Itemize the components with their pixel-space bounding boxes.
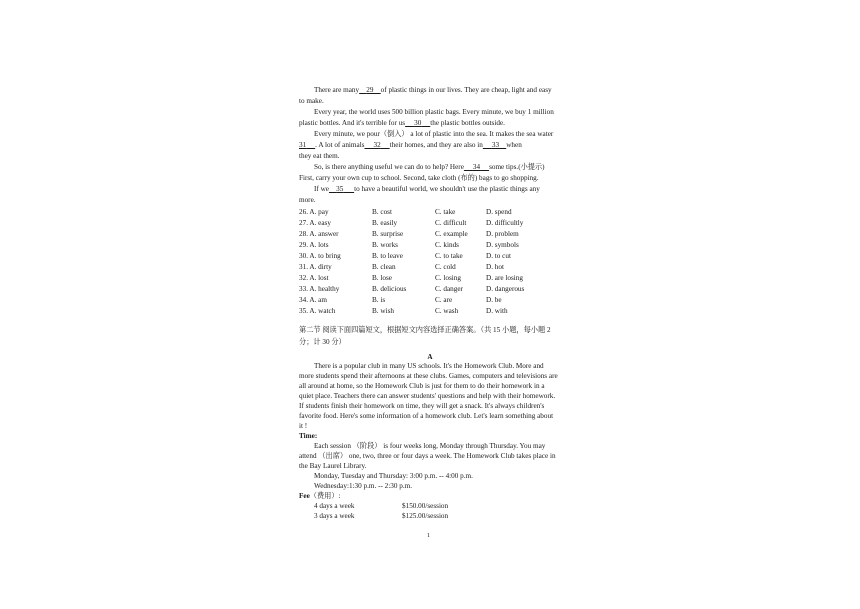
option-a: 32. A. lost: [299, 274, 329, 282]
option-b: B. delicious: [372, 285, 407, 293]
option-b: B. to leave: [372, 252, 403, 260]
option-c: C. take: [435, 208, 456, 216]
option-b: B. clean: [372, 263, 396, 271]
cloze-line: they eat them.: [299, 152, 340, 160]
option-a: 31. A. dirty: [299, 263, 332, 271]
time-label: Time:: [299, 432, 318, 440]
cloze-line: more.: [299, 196, 316, 204]
option-a: 26. A. pay: [299, 208, 329, 216]
passage-line: If students finish their homework on time, they will get a snack. It's always children's: [299, 402, 545, 410]
passage-line: quiet place. Teachers there can answer students' questions and help with their homework.: [299, 392, 556, 400]
option-b: B. easily: [372, 219, 398, 227]
cloze-line: If we 35 to have a beautiful world, we shouldn't use the plastic things any: [314, 185, 540, 193]
passage-line: all around at home, so the Homework Club is just for them to do their homework in a: [299, 382, 545, 390]
option-c: C. kinds: [435, 241, 459, 249]
option-c: C. difficult: [435, 219, 467, 227]
cloze-line: So, is there anything useful we can do to help? Here 34 some tips.(小提示): [314, 163, 545, 171]
option-d: D. spend: [486, 208, 512, 216]
cloze-line: Every year, the world uses 500 billion plastic bags. Every minute, we buy 1 million: [314, 108, 554, 116]
option-d: D. to cut: [486, 252, 511, 260]
option-c: C. cold: [435, 263, 456, 271]
option-d: D. symbols: [486, 241, 519, 249]
option-b: B. cost: [372, 208, 392, 216]
option-a: 34. A. am: [299, 296, 327, 304]
option-a: 30. A. to bring: [299, 252, 341, 260]
option-b: B. lose: [372, 274, 392, 282]
option-a: 27. A. easy: [299, 219, 331, 227]
option-c: C. are: [435, 296, 453, 304]
option-c: C. to take: [435, 252, 463, 260]
option-d: D. dangerous: [486, 285, 525, 293]
cloze-line: plastic bottles. And it's terrible for us 30 the plastic bottles outside.: [299, 119, 505, 127]
fee-price: $150.00/session: [402, 502, 449, 510]
fee-days: 4 days a week: [314, 502, 355, 510]
option-b: B. is: [372, 296, 386, 304]
passage-line: Each session （阶段） is four weeks long, Monday through Thursday. You may: [314, 442, 546, 450]
passage-line: the Bay Laurel Library.: [299, 462, 367, 470]
cloze-line: 31 . A lot of animals 32 their homes, and they are also in 33 when: [299, 141, 522, 149]
option-b: B. works: [372, 241, 398, 249]
option-a: 28. A. answer: [299, 230, 339, 238]
page-number: 1: [427, 533, 430, 539]
option-d: D. are losing: [486, 274, 523, 282]
passage-line: favorite food. Here's some information of a homework club. Let's learn something about: [299, 412, 554, 420]
option-b: B. wish: [372, 307, 394, 315]
passage-heading: A: [427, 353, 433, 361]
section-instruction: 分；计 30 分）: [299, 338, 346, 346]
section-instruction: 第二节 阅读下面四篇短文，根据短文内容选择正确答案。（共 15 小题，每小题 2: [299, 326, 551, 334]
option-d: D. difficultly: [486, 219, 524, 227]
option-a: 29. A. lots: [299, 241, 329, 249]
cloze-line: Every minute, we pour（倒入） a lot of plastic into the sea. It makes the sea water: [314, 130, 554, 138]
passage-line: There is a popular club in many US schools. It's the Homework Club. More and: [314, 362, 544, 370]
option-d: D. with: [486, 307, 508, 315]
option-c: C. example: [435, 230, 468, 238]
option-b: B. surprise: [372, 230, 404, 238]
cloze-line: There are many 29 of plastic things in our lives. They are cheap, light and easy: [314, 86, 552, 94]
cloze-line: to make.: [299, 97, 324, 105]
option-c: C. danger: [435, 285, 463, 293]
cloze-line: First, carry your own cup to school. Second, take cloth (布的) bags to go shopping.: [299, 174, 539, 182]
passage-line: attend （出席） one, two, three or four days a week. The Homework Club takes place in: [299, 452, 556, 460]
fee-heading: Fee（费用）:: [299, 492, 341, 500]
option-c: C. losing: [435, 274, 461, 282]
option-a: 33. A. healthy: [299, 285, 340, 293]
schedule-line: Monday, Tuesday and Thursday: 3:00 p.m. -- 4:00 p.m.: [314, 472, 473, 480]
option-d: D. hot: [486, 263, 504, 271]
fee-price: $125.00/session: [402, 512, 449, 520]
option-d: D. be: [486, 296, 502, 304]
passage-line: more students spend their afternoons at these clubs. Games, computers and televisions are: [299, 372, 558, 380]
option-d: D. problem: [486, 230, 519, 238]
fee-days: 3 days a week: [314, 512, 355, 520]
option-a: 35. A. watch: [299, 307, 336, 315]
option-c: C. wash: [435, 307, 459, 315]
schedule-line: Wednesday:1:30 p.m. -- 2:30 p.m.: [314, 482, 413, 490]
passage-line: it !: [299, 422, 308, 430]
